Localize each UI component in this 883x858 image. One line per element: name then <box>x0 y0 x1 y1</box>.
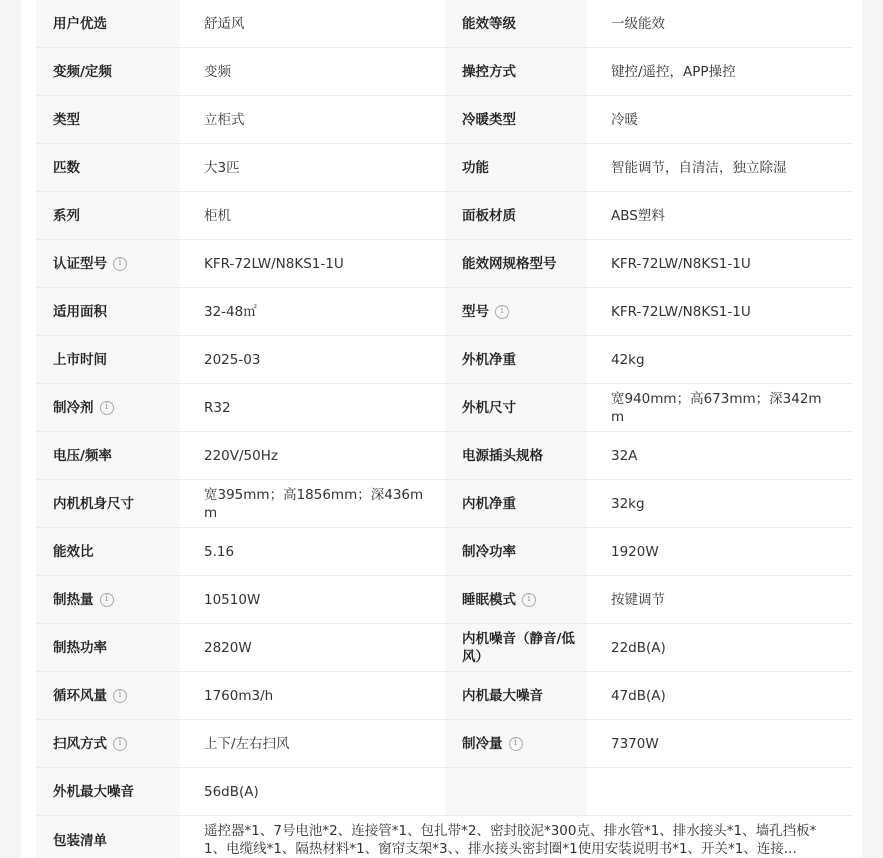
spec-value <box>587 48 853 95</box>
spec-table <box>36 0 853 858</box>
spec-value-text: KFR-72LW/N8KS1-1U <box>204 255 344 272</box>
spec-label <box>36 240 180 287</box>
spec-value-text: 42kg <box>611 351 645 368</box>
spec-value-text: 键控/遥控，APP操控 <box>611 63 736 80</box>
spec-row <box>36 528 853 576</box>
spec-value <box>587 480 853 527</box>
spec-value <box>587 720 853 767</box>
info-circle-icon[interactable]: i <box>100 401 114 415</box>
spec-label-text: 制热量 <box>53 591 94 608</box>
spec-row <box>36 576 853 624</box>
spec-value-text: 舒适风 <box>204 15 245 32</box>
spec-label <box>445 576 587 623</box>
spec-label-text: 外机尺寸 <box>462 399 516 416</box>
spec-label-text: 电压/频率 <box>53 447 112 464</box>
spec-value <box>587 192 853 239</box>
spec-label-text: 类型 <box>53 111 80 128</box>
spec-label <box>36 384 180 431</box>
spec-value <box>180 144 445 191</box>
spec-value <box>587 672 853 719</box>
spec-row <box>36 288 853 336</box>
spec-label <box>36 576 180 623</box>
spec-label <box>36 96 180 143</box>
info-circle-icon[interactable]: i <box>509 737 523 751</box>
spec-value-text: 22dB(A) <box>611 639 666 656</box>
spec-value-text: 56dB(A) <box>204 783 259 800</box>
spec-value-text: KFR-72LW/N8KS1-1U <box>611 255 751 272</box>
spec-value <box>180 480 445 527</box>
spec-label-text: 制冷功率 <box>462 543 516 560</box>
spec-value <box>180 720 445 767</box>
spec-label <box>36 672 180 719</box>
spec-value <box>587 240 853 287</box>
spec-value <box>180 624 445 671</box>
packing-list-row <box>36 816 853 858</box>
spec-value-text: 220V/50Hz <box>204 447 278 464</box>
info-circle-icon[interactable]: i <box>113 737 127 751</box>
spec-value-text: 32A <box>611 447 638 464</box>
spec-value-text: 柜机 <box>204 207 231 224</box>
spec-label <box>445 192 587 239</box>
spec-label <box>445 48 587 95</box>
spec-label-text: 内机噪音（静音/低风） <box>462 630 575 665</box>
spec-value <box>180 768 445 815</box>
spec-value-text: 变频 <box>204 63 231 80</box>
spec-label <box>445 720 587 767</box>
spec-value <box>587 432 853 479</box>
spec-label <box>36 624 180 671</box>
packing-list-label: 包装清单 <box>36 816 180 858</box>
spec-label-text: 能效网规格型号 <box>462 255 557 272</box>
spec-label-text: 适用面积 <box>53 303 107 320</box>
spec-value <box>180 576 445 623</box>
spec-row <box>36 384 853 432</box>
spec-row <box>36 0 853 48</box>
spec-value-text: ABS塑料 <box>611 207 665 224</box>
spec-label <box>36 768 180 815</box>
spec-value-text: 47dB(A) <box>611 687 666 704</box>
spec-label-text: 扫风方式 <box>53 735 107 752</box>
spec-label <box>445 240 587 287</box>
info-circle-icon[interactable]: i <box>113 257 127 271</box>
packing-list-value: 遥控器*1、7号电池*2、连接管*1、包扎带*2、密封胶泥*300克、排水管*1、排水接头*1、墙孔挡板*1、电缆线*1、隔热材料*1、窗帘支架*3、、排水接头密封圈*1使用安装说明书*1、开关*1、连接... <box>204 823 817 857</box>
spec-value-text: 10510W <box>204 591 261 608</box>
info-circle-icon[interactable]: i <box>495 305 509 319</box>
spec-row <box>36 96 853 144</box>
spec-label-text: 循环风量 <box>53 687 107 704</box>
spec-value <box>587 768 853 815</box>
spec-value <box>587 288 853 335</box>
spec-value-text: 冷暖 <box>611 111 638 128</box>
spec-label-text: 内机机身尺寸 <box>53 495 134 512</box>
spec-label <box>36 480 180 527</box>
spec-value-text: 2820W <box>204 639 252 656</box>
spec-label-text: 功能 <box>462 159 489 176</box>
spec-row <box>36 480 853 528</box>
spec-value-text: 7370W <box>611 735 659 752</box>
spec-label <box>36 288 180 335</box>
spec-value-text: KFR-72LW/N8KS1-1U <box>611 303 751 320</box>
spec-label <box>36 192 180 239</box>
spec-row <box>36 48 853 96</box>
spec-label-text: 能效等级 <box>462 15 516 32</box>
spec-label <box>445 768 587 815</box>
spec-value <box>587 384 853 431</box>
spec-label <box>445 528 587 575</box>
spec-row <box>36 768 853 816</box>
spec-value <box>180 240 445 287</box>
spec-label <box>445 0 587 47</box>
spec-value-text: 宽940mm；高673mm；深342mm <box>611 390 822 425</box>
spec-label <box>36 48 180 95</box>
spec-row <box>36 720 853 768</box>
spec-label-text: 上市时间 <box>53 351 107 368</box>
spec-value <box>587 0 853 47</box>
spec-label <box>36 144 180 191</box>
spec-label <box>36 528 180 575</box>
spec-value <box>587 528 853 575</box>
spec-row <box>36 432 853 480</box>
spec-value-text: 上下/左右扫风 <box>204 735 290 752</box>
spec-value-text: R32 <box>204 399 231 416</box>
spec-label <box>445 624 587 671</box>
spec-label <box>445 384 587 431</box>
spec-label <box>445 432 587 479</box>
spec-label <box>445 336 587 383</box>
spec-label <box>445 672 587 719</box>
spec-label-text: 外机净重 <box>462 351 516 368</box>
spec-label-text: 系列 <box>53 207 80 224</box>
spec-page <box>21 0 862 858</box>
spec-value <box>587 624 853 671</box>
spec-value <box>180 672 445 719</box>
spec-value-text: 立柜式 <box>204 111 245 128</box>
spec-label <box>36 0 180 47</box>
spec-value <box>180 384 445 431</box>
spec-value-text: 32kg <box>611 495 645 512</box>
spec-label-text: 操控方式 <box>462 63 516 80</box>
spec-label-text: 型号 <box>462 303 489 320</box>
spec-row <box>36 192 853 240</box>
info-circle-icon[interactable]: i <box>113 689 127 703</box>
spec-label-text: 内机最大噪音 <box>462 687 543 704</box>
spec-label <box>36 720 180 767</box>
spec-label-text: 用户优选 <box>53 15 107 32</box>
spec-label <box>445 480 587 527</box>
spec-value-text: 5.16 <box>204 543 235 560</box>
spec-label-text: 冷暖类型 <box>462 111 516 128</box>
spec-value <box>587 336 853 383</box>
spec-label-text: 能效比 <box>53 543 94 560</box>
spec-value-text: 大3匹 <box>204 159 240 176</box>
spec-label-text: 认证型号 <box>53 255 107 272</box>
spec-value <box>587 144 853 191</box>
spec-value <box>180 288 445 335</box>
spec-label <box>445 96 587 143</box>
spec-value-text: 智能调节，自清洁，独立除湿 <box>611 159 787 176</box>
spec-label-text: 电源插头规格 <box>462 447 543 464</box>
spec-value <box>180 432 445 479</box>
spec-label-text: 制冷量 <box>462 735 503 752</box>
spec-label-text: 内机净重 <box>462 495 516 512</box>
info-circle-icon[interactable]: i <box>522 593 536 607</box>
spec-value <box>587 96 853 143</box>
info-circle-icon[interactable]: i <box>100 593 114 607</box>
spec-value <box>587 576 853 623</box>
spec-row <box>36 336 853 384</box>
spec-value-text: 1760m3/h <box>204 687 274 704</box>
spec-row <box>36 624 853 672</box>
spec-value <box>180 336 445 383</box>
spec-value <box>180 192 445 239</box>
spec-label-text: 制冷剂 <box>53 399 94 416</box>
spec-value-text: 2025-03 <box>204 351 261 368</box>
spec-label-text: 变频/定频 <box>53 63 112 80</box>
spec-value-text: 32-48㎡ <box>204 303 257 320</box>
spec-row <box>36 672 853 720</box>
spec-label-text: 外机最大噪音 <box>53 783 134 800</box>
spec-value <box>180 0 445 47</box>
spec-label <box>36 336 180 383</box>
spec-label <box>36 432 180 479</box>
spec-label-text: 睡眠模式 <box>462 591 516 608</box>
spec-row <box>36 240 853 288</box>
spec-label <box>445 288 587 335</box>
spec-value-text: 一级能效 <box>611 15 665 32</box>
spec-label-text: 制热功率 <box>53 639 107 656</box>
spec-value-text: 宽395mm；高1856mm；深436mm <box>204 486 424 521</box>
spec-value <box>180 96 445 143</box>
spec-label <box>445 144 587 191</box>
spec-label-text: 匹数 <box>53 159 80 176</box>
spec-value-text: 1920W <box>611 543 659 560</box>
spec-label-text: 面板材质 <box>462 207 516 224</box>
spec-value-text: 按键调节 <box>611 591 665 608</box>
spec-row <box>36 144 853 192</box>
spec-value <box>180 48 445 95</box>
spec-value <box>180 528 445 575</box>
